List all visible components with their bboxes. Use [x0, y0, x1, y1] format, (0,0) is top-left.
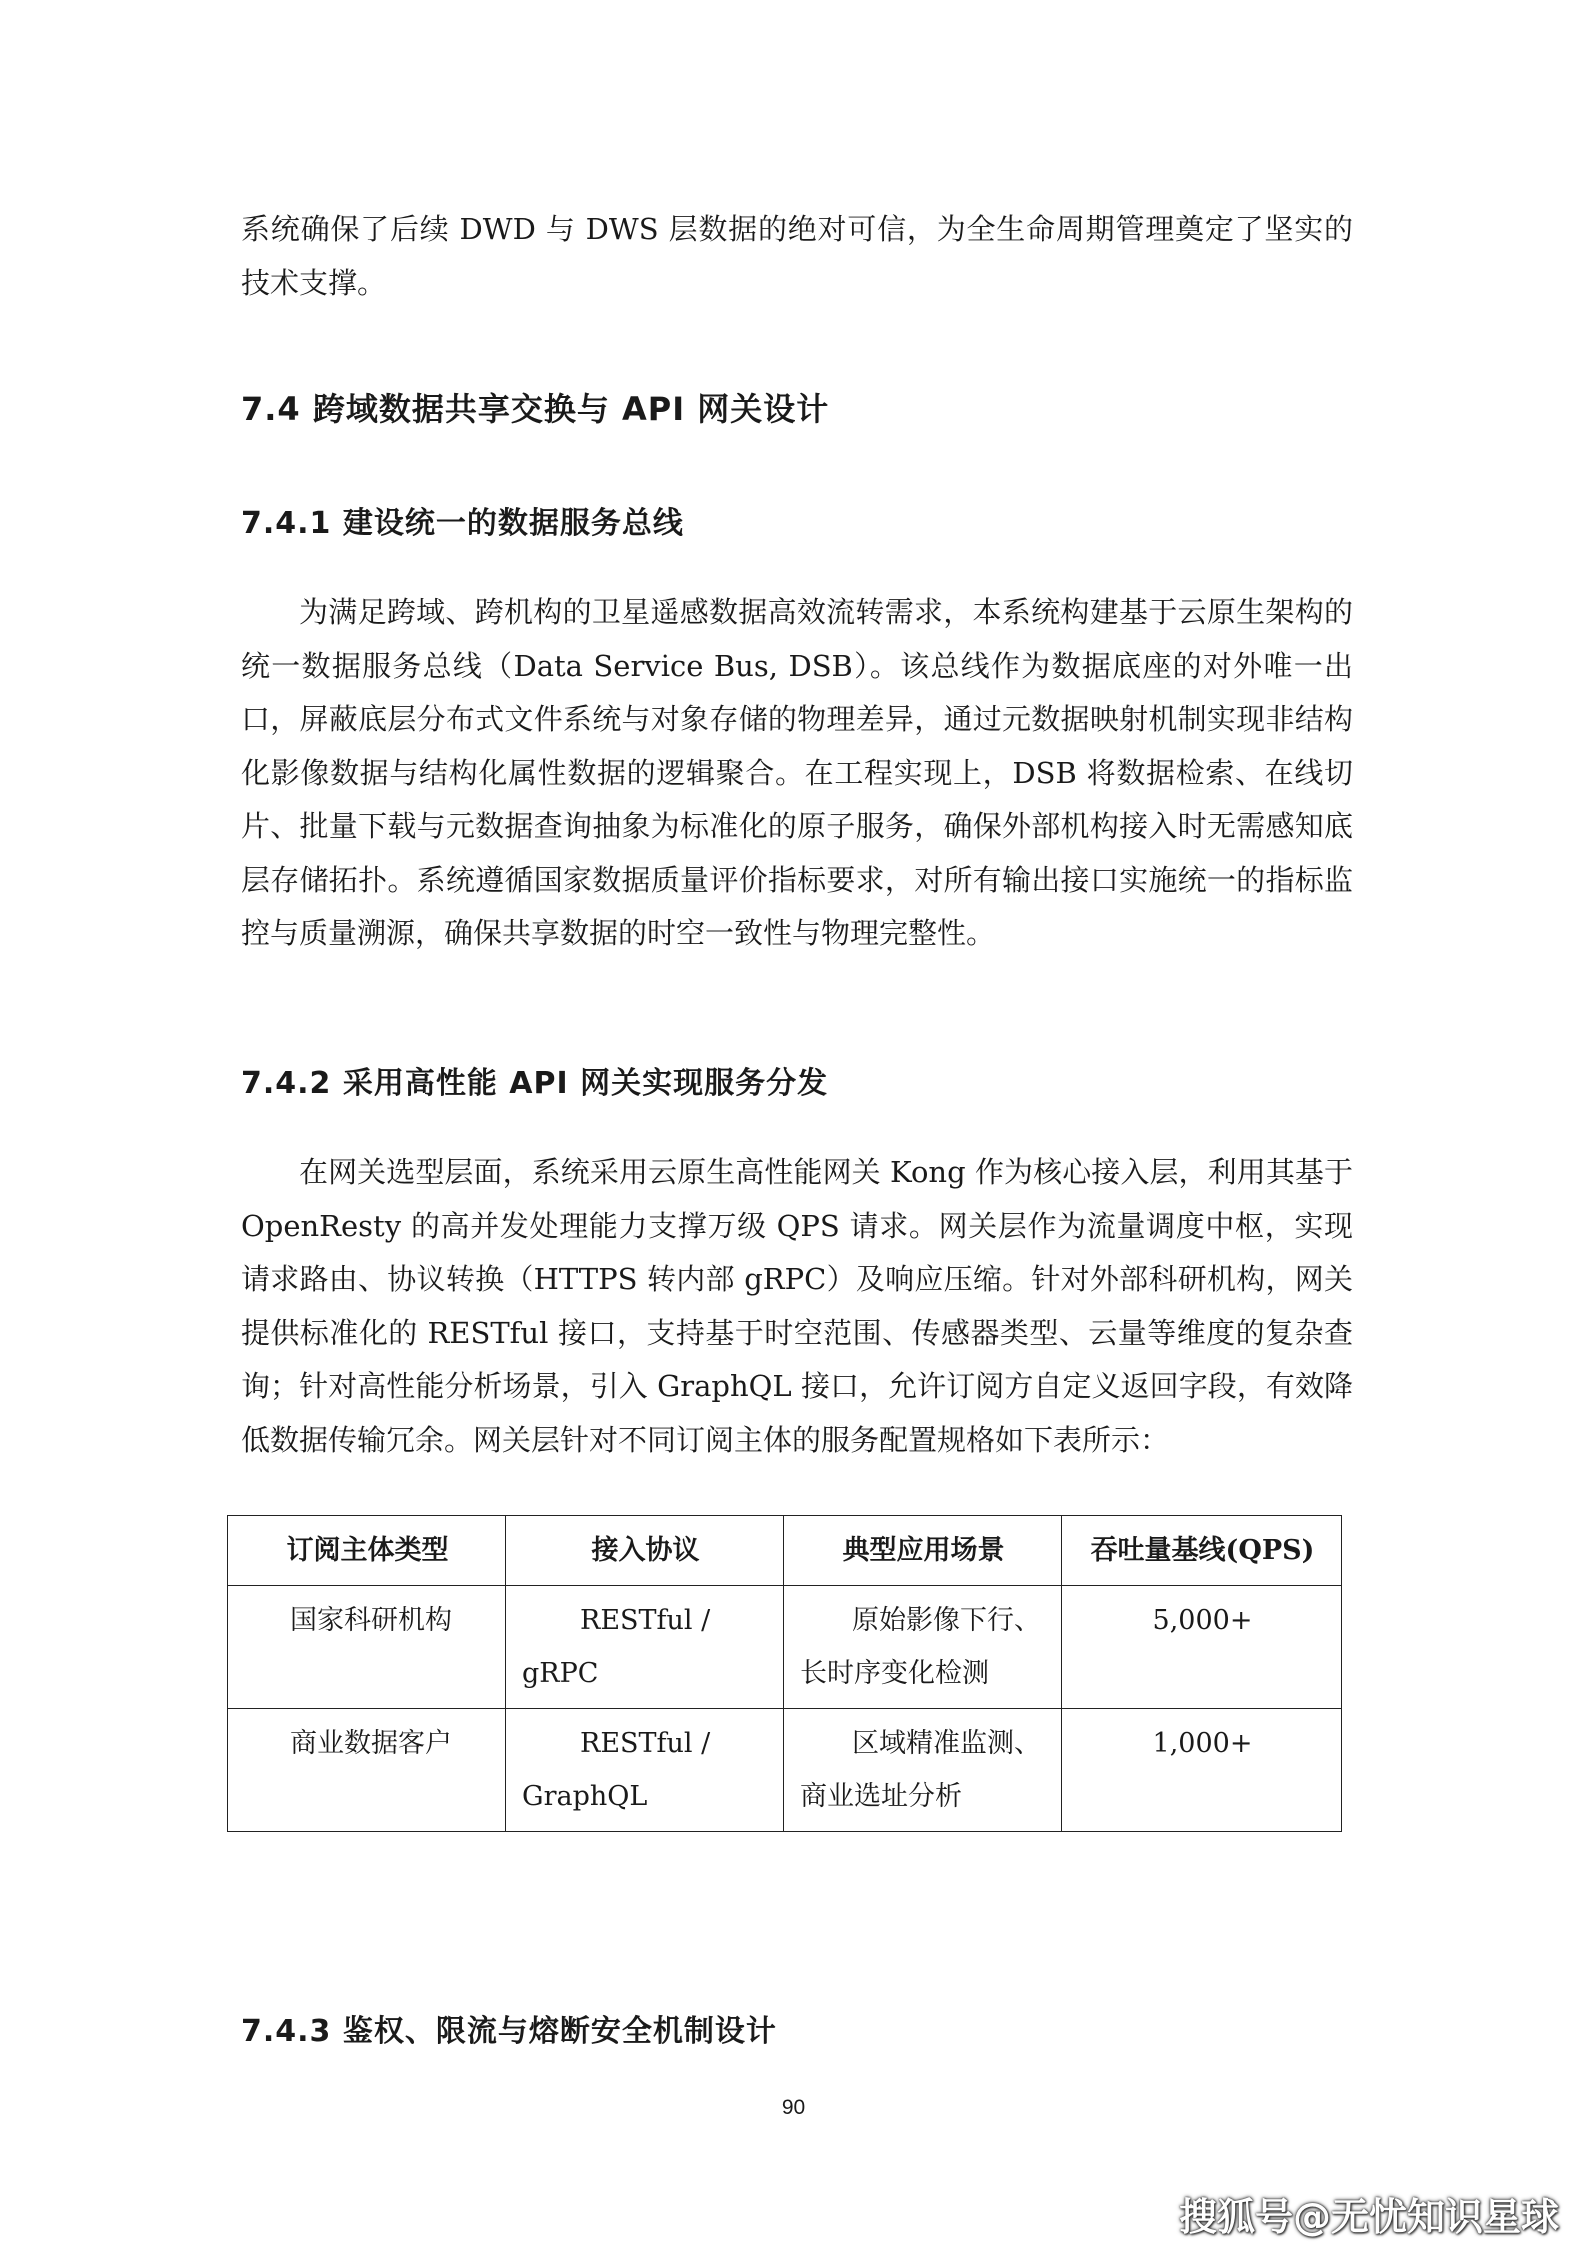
cell-scenario: 原始影像下行、长时序变化检测: [784, 1586, 1062, 1709]
section-7-4-2-body: 在网关选型层面，系统采用云原生高性能网关 Kong 作为核心接入层，利用其基于 OpenResty 的高并发处理能力支撑万级 QPS 请求。网关层作为流量调度中枢，实现请求路由、协议转换（HTTPS 转内部 gRPC）及响应压缩。针对外部科研机构，网关提供标准化的 RESTful 接口，支持基于时空范围、传感器类型、云量等维度的复杂查询；针对高性能分析场景，引入 GraphQL 接口，允许订阅方自定义返回字段，有效降低数据传输冗余。网关层针对不同订阅主体的服务配置规格如下表所示：: [241, 1155, 1353, 1457]
table-header-row: [228, 1516, 1342, 1586]
section-7-4-1-heading: 7.4.1 建设统一的数据服务总线: [241, 506, 684, 541]
section-7-4-1-body: 为满足跨域、跨机构的卫星遥感数据高效流转需求，本系统构建基于云原生架构的统一数据服务总线（Data Service Bus, DSB）。该总线作为数据底座的对外唯一出口，屏蔽底层分布式文件系统与对象存储的物理差异，通过元数据映射机制实现非结构化影像数据与结构化属性数据的逻辑聚合。在工程实现上，DSB 将数据检索、在线切片、批量下载与元数据查询抽象为标准化的原子服务，确保外部机构接入时无需感知底层存储拓扑。系统遵循国家数据质量评价指标要求，对所有输出接口实施统一的指标监控与质量溯源，确保共享数据的时空一致性与物理完整性。: [241, 595, 1353, 950]
cell-protocol: RESTful / gRPC: [506, 1586, 784, 1709]
table-row: [228, 1709, 1342, 1832]
header-qps: 吞吐量基线(QPS): [1062, 1516, 1342, 1586]
section-7-4-heading: 7.4 跨域数据共享交换与 API 网关设计: [241, 390, 830, 428]
continuation-paragraph: 系统确保了后续 DWD 与 DWS 层数据的绝对可信，为全生命周期管理奠定了坚实的技术支撑。: [241, 212, 1353, 300]
cell-subject: 国家科研机构: [228, 1586, 506, 1709]
section-7-4-3-heading: 7.4.3 鉴权、限流与熔断安全机制设计: [241, 2014, 777, 2049]
cell-qps: 5,000+: [1062, 1586, 1342, 1709]
cell-scenario: 区域精准监测、商业选址分析: [784, 1709, 1062, 1832]
cell-protocol: RESTful / GraphQL: [506, 1709, 784, 1832]
header-scenario: 典型应用场景: [784, 1516, 1062, 1586]
cell-subject: 商业数据客户: [228, 1709, 506, 1832]
service-spec-table: [227, 1515, 1342, 1832]
table-row: [228, 1586, 1342, 1709]
cell-qps: 1,000+: [1062, 1709, 1342, 1832]
watermark: 搜狐号@无忧知识星球: [1178, 2195, 1559, 2239]
header-subject: 订阅主体类型: [228, 1516, 506, 1586]
page-number: 90: [781, 2096, 806, 2119]
header-protocol: 接入协议: [506, 1516, 784, 1586]
section-7-4-2-heading: 7.4.2 采用高性能 API 网关实现服务分发: [241, 1066, 829, 1101]
